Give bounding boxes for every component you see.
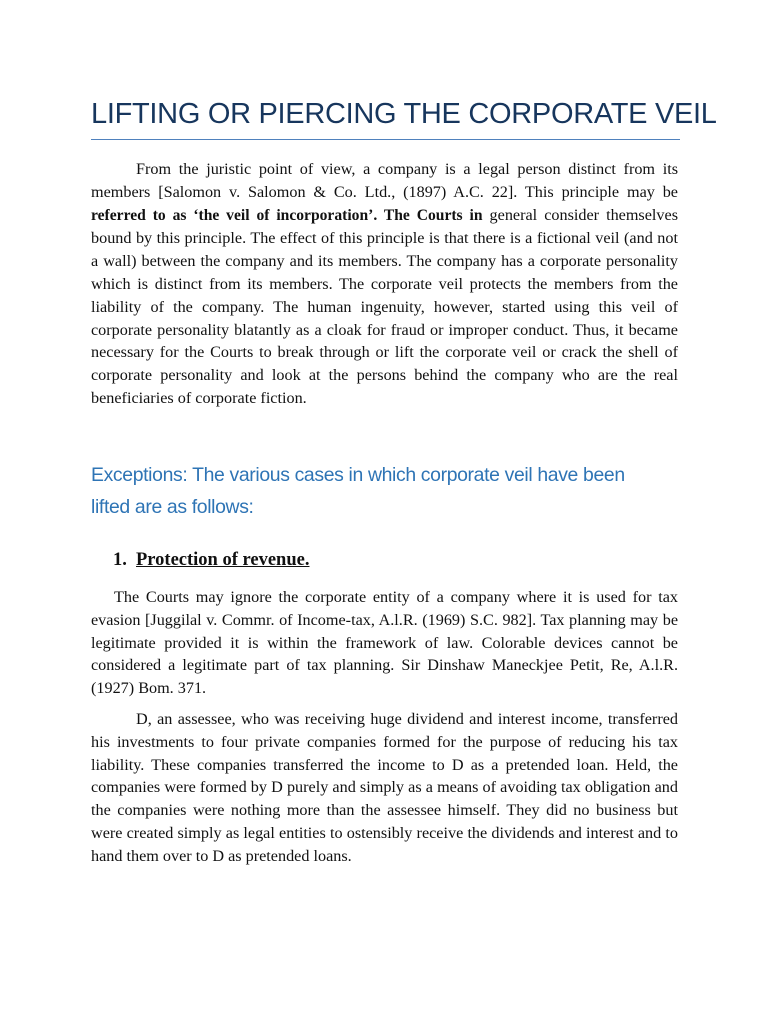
intro-paragraph: [91, 158, 678, 410]
exceptions-heading: [91, 459, 681, 523]
section-paragraph-2: D, an assessee, who was receiving huge dividend and interest income, transferred his investments to four private companies formed for the purpose of reducing his tax liability. These companies transferred the income to D as a pretended loan. Held, the companies were formed by D purely and simply as a means of avoiding tax obligation and the companies were nothing more than the assessee himself. They did no business but were created simply as legal entities to ostensibly receive the dividends and interest and to hand them over to D as pretended loans.: [91, 710, 678, 865]
intro-text-part1: From the juristic point of view, a company is a legal person distinct from its members [Salomon v. Salomon & Co. Ltd., (1897) A.C. 22]. This principle may be: [91, 160, 678, 201]
exceptions-heading-line1: Exceptions: The various cases in which corporate veil have been: [91, 464, 625, 486]
section-title: Protection of revenue.: [136, 550, 310, 570]
title-underline-divider: [91, 139, 680, 140]
intro-text-part2: general consider themselves bound by this principle. The effect of this principle is that there is a fictional veil (and not a wall) between the company and its members. The company has a corporate personality which is distinct from its members. The corporate veil protects the members from the liability of the company. The human ingenuity, however, started using this veil of corporate personality blatantly as a cloak for fraud or improper conduct. Thus, it became necessary for the Courts to break through or lift the corporate veil or crack the shell of corporate personality and look at the persons behind the company who are the real beneficiaries of corporate fiction.: [91, 205, 678, 407]
page-title: LIFTING OR PIERCING THE CORPORATE VEIL: [91, 98, 717, 130]
section-paragraph-1: The Courts may ignore the corporate entity of a company where it is used for tax evasion [Juggilal v. Commr. of Income-tax, A.l.R. (1969) S.C. 982]. Tax planning may be legitimate provided it is within the framework of law. Colorable devices cannot be considered a legitimate part of tax planning. Sir Dinshaw Maneckjee Petit, Re, A.l.R. (1927) Bom. 371.: [91, 588, 678, 698]
section-heading-protection-of-revenue: [113, 550, 309, 571]
section-number: 1.: [113, 550, 127, 570]
exceptions-heading-line2: lifted are as follows:: [91, 496, 254, 518]
intro-bold-phrase: referred to as ‘the veil of incorporation’. The Courts in: [91, 206, 483, 224]
